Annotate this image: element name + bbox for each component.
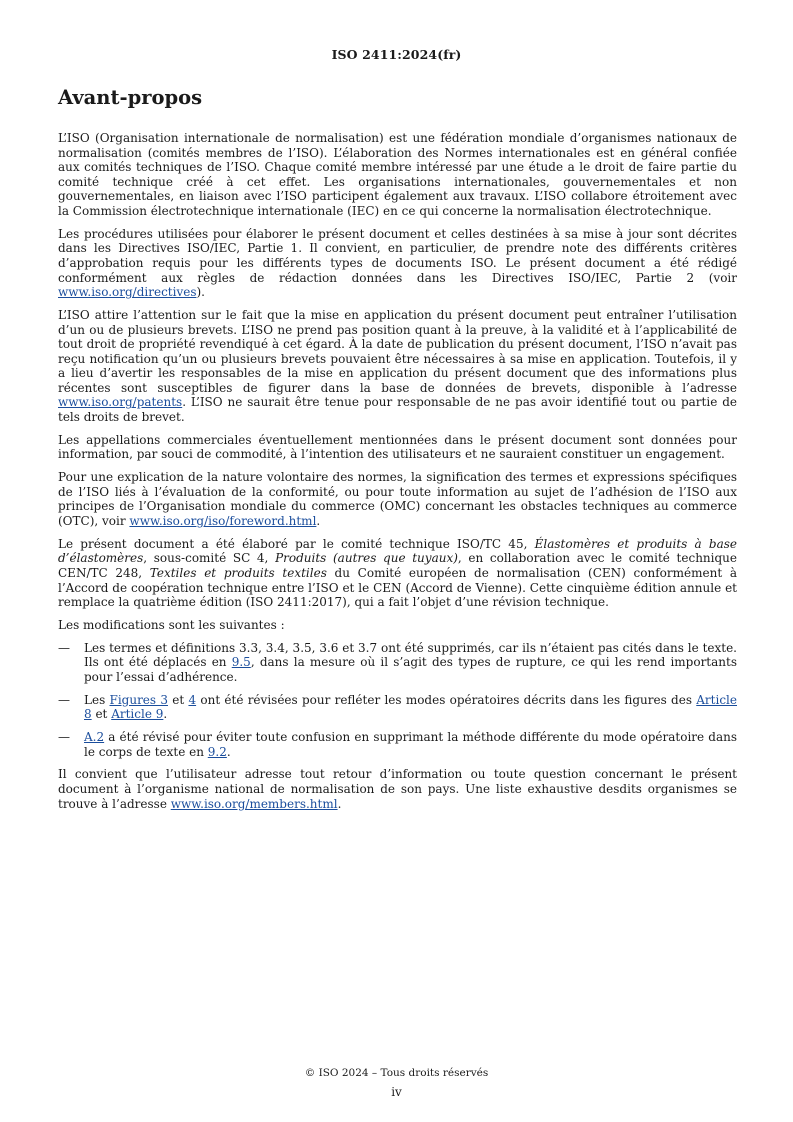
clause-9-5-link[interactable]: 9.5 bbox=[231, 655, 251, 670]
figure-3-link[interactable]: Figures 3 bbox=[109, 692, 168, 707]
page-title: Avant-propos bbox=[58, 86, 203, 109]
annex-a-2-link[interactable]: A.2 bbox=[84, 730, 105, 745]
paragraph-feedback: Il convient que l’utilisateur adresse tout retour d’information ou toute question concernant le présent document à l’organisme national de normalisation de son pays. Une liste exhaustive desdits organismes se trouve à l’adresse www.iso.org/members.html. bbox=[58, 767, 737, 811]
directives-link[interactable]: www.iso.org/directives bbox=[58, 285, 197, 300]
paragraph-trade-names: Les appellations commerciales éventuellement mentionnées dans le présent document sont données pour information, par souci de commodité, à l’intention des utilisateurs et ne sauraient constituer un engagement. bbox=[58, 432, 737, 462]
figure-4-link[interactable]: 4 bbox=[188, 692, 197, 707]
dash-bullet: — bbox=[58, 692, 70, 707]
list-item: — Les termes et définitions 3.3, 3.4, 3.5, 3.6 et 3.7 ont été supprimés, car ils n’étaient pas cités dans le texte. Ils ont été déplacés en 9.5, dans la mesure où il s’agit des types de rupture, ce qui les rend importants pour l’essai d’adhérence. bbox=[58, 640, 737, 684]
list-item: — A.2 a été révisé pour éviter toute confusion en supprimant la méthode différente du mode opératoire dans le corps de texte en 9.2. bbox=[58, 730, 737, 759]
list-item: — Les Figures 3 et 4 ont été révisées pour refléter les modes opératoires décrits dans les figures des Article 8 et Article 9. bbox=[58, 692, 737, 722]
dash-bullet: — bbox=[58, 730, 70, 745]
clause-9-2-link[interactable]: 9.2 bbox=[207, 744, 227, 759]
paragraph-procedures: Les procédures utilisées pour élaborer le présent document et celles destinées à sa mise à jour sont décrites dans les Directives ISO/IEC, Partie 1. Il convient, en particulier, de prendre note des différents critères d’approbation requis pour les différents types de documents ISO. Le présent document a été rédigé conformément aux règles de rédaction données dans les Directives ISO/IEC, Partie 2 (voir www.iso.org/directives). bbox=[58, 226, 737, 300]
paragraph-iso-intro: L’ISO (Organisation internationale de normalisation) est une fédération mondiale d’organismes nationaux de normalisation (comités membres de l’ISO). L’élaboration des Normes internationales est en général confiée aux comités techniques de l’ISO. Chaque comité membre intéressé par une étude a le droit de faire partie du comité technique créé à cet effet. Les organisations internationales, gouvernementales et non gouvernementales, en liaison avec l’ISO participent également aux travaux. L’ISO collabore étroitement avec la Commission électrotechnique internationale (IEC) en ce qui concerne la normalisation électrotechnique. bbox=[58, 131, 737, 218]
copyright-notice: © ISO 2024 – Tous droits réservés bbox=[304, 1067, 489, 1079]
changes-list bbox=[58, 641, 737, 760]
paragraph-patents: L’ISO attire l’attention sur le fait que la mise en application du présent document peut entraîner l’utilisation d’un ou de plusieurs brevets. L’ISO ne prend pas position quant à la preuve, à la validité et à l’applicabilité de tout droit de propriété revendiqué à cet égard. À la date de publication du présent document, l’ISO n’avait pas reçu notification qu’un ou plusieurs brevets pouvaient être nécessaires à sa mise en application. Toutefois, il y a lieu d’avertir les responsables de la mise en application du présent document que des informations plus récentes sont susceptibles de figurer dans la base de données de brevets, disponible à l’adresse www.iso.org/patents. L’ISO ne saurait être tenue pour responsable de ne pas avoir identifié tout ou partie de tels droits de brevet. bbox=[58, 307, 737, 425]
patents-link[interactable]: www.iso.org/patents bbox=[58, 395, 183, 410]
dash-bullet: — bbox=[58, 640, 70, 655]
paragraph-voluntary-nature: Pour une explication de la nature volontaire des normes, la signification des termes et expressions spécifiques de l’ISO liés à l’évaluation de la conformité, ou pour toute information au sujet de l’adhésion de l’ISO aux principes de l’Organisation mondiale du commerce (OMC) concernant les obstacles techniques au commerce (OTC), voir www.iso.org/iso/foreword.html. bbox=[58, 470, 737, 528]
paragraph-committee: Le présent document a été élaboré par le comité technique ISO/TC 45, Élastomères et produits à base d’élastomères, sous-comité SC 4, Produits (autres que tuyaux), en collaboration avec le comité technique CEN/TC 248, Textiles et produits textiles du Comité européen de normalisation (CEN) conformément à l’Accord de coopération technique entre l’ISO et le CEN (Accord de Vienne). Cette cinquième édition annule et remplace la quatrième édition (ISO 2411:2017), qui a fait l’objet d’une révision technique. bbox=[58, 536, 738, 610]
article-9-link[interactable]: Article 9 bbox=[111, 707, 164, 722]
foreword-body bbox=[58, 131, 737, 819]
document-id-header: ISO 2411:2024(fr) bbox=[331, 47, 462, 62]
page-number: iv bbox=[391, 1085, 402, 1099]
paragraph-changes-intro: Les modifications sont les suivantes : bbox=[58, 617, 285, 632]
article-8-link[interactable]: Article 8 bbox=[84, 692, 737, 722]
foreword-link[interactable]: www.iso.org/iso/foreword.html bbox=[129, 514, 317, 528]
members-link[interactable]: www.iso.org/members.html bbox=[170, 796, 338, 811]
